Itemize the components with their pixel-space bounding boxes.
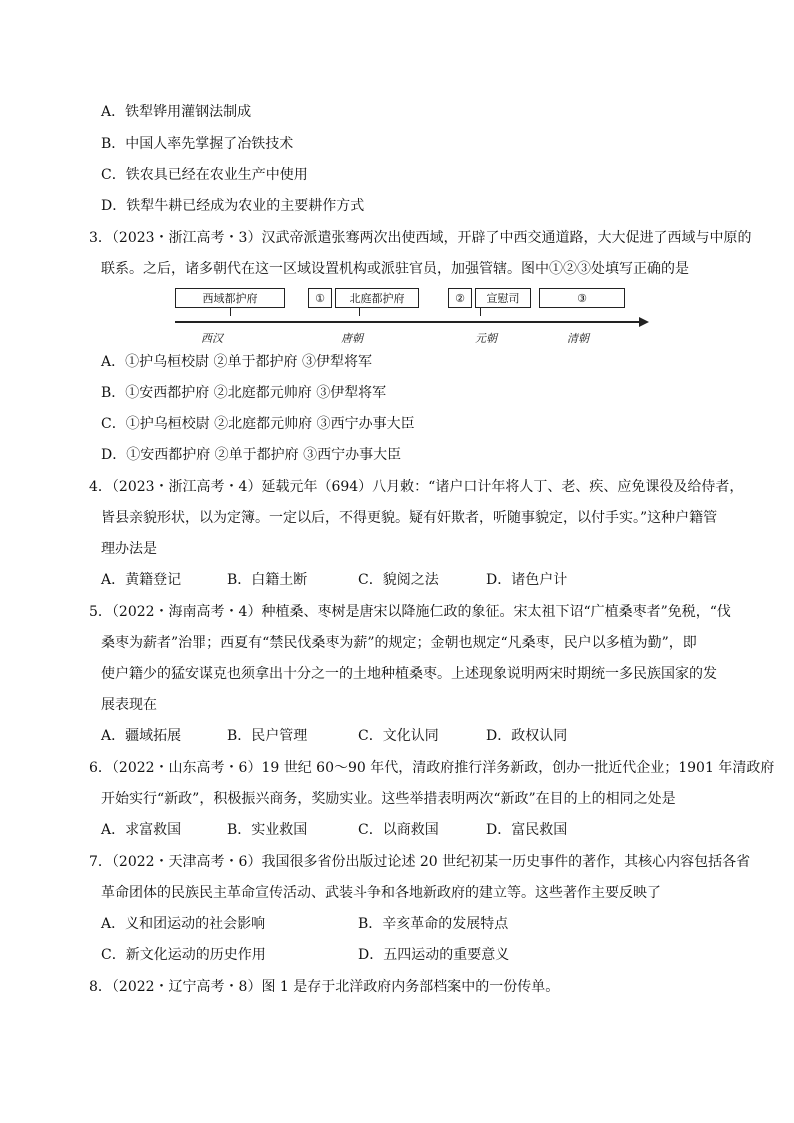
q7-option-a: A．义和团运动的社会影响	[101, 916, 266, 932]
q7-option-b: B．辛亥革命的发展特点	[358, 916, 509, 932]
q2-option-d: D．铁犁牛耕已经成为农业的主要耕作方式	[101, 198, 365, 214]
timeline-box-blank-3: ③	[539, 288, 625, 308]
q2-option-b: B．中国人率先掌握了冶铁技术	[101, 136, 294, 152]
timeline-box-beiting: 北庭都护府	[335, 288, 419, 308]
q7-stem-line1: 7．（2022・天津高考・6）我国很多省份出版过论述 20 世纪初某一历史事件的著作，其核心内容包括各省	[89, 854, 751, 870]
q6-option-a: A．求富救国	[101, 822, 182, 838]
timeline-label-qing: 清朝	[567, 332, 589, 345]
q5-stem-line1: 5．（2022・海南高考・4）种植桑、枣树是唐宋以降施仁政的象征。宋太祖下诏“广植桑枣者”免税，“伐	[89, 604, 731, 620]
q6-stem-line2: 开始实行“新政”，积极振兴商务，奖励实业。这些举措表明两次“新政”在目的上的相同之处是	[101, 791, 676, 807]
q7-stem-line2: 革命团体的民族民主革命宣传活动、武装斗争和各地新政府的建立等。这些著作主要反映了	[101, 885, 661, 901]
q5-option-a: A．疆域拓展	[101, 728, 182, 744]
q2-option-a: A．铁犁铧用灌钢法制成	[101, 104, 252, 120]
q3-stem-line2: 联系。之后，诸多朝代在这一区域设置机构或派驻官员，加强管辖。图中①②③处填写正确的是	[101, 261, 689, 277]
q5-option-c: C．文化认同	[358, 728, 439, 744]
q6-option-b: B．实业救国	[227, 822, 308, 838]
q8-stem-line1: 8．（2022・辽宁高考・8）图 1 是存于北洋政府内务部档案中的一份传单。	[89, 979, 560, 995]
q6-stem-line1: 6．（2022・山东高考・6）19 世纪 60～90 年代，清政府推行洋务新政，创办一批近代企业；1901 年清政府	[89, 760, 775, 776]
q7-option-c: C．新文化运动的历史作用	[101, 947, 266, 963]
q3-stem-line1: 3．（2023・浙江高考・3）汉武帝派遣张骞两次出使西域，开辟了中西交通道路，大大促进了西域与中原的	[89, 230, 752, 246]
q4-option-a: A．黄籍登记	[101, 572, 182, 588]
q4-stem-line3: 理办法是	[101, 541, 157, 557]
timeline-box-xiyu: 西域都护府	[175, 288, 285, 308]
q4-option-c: C．貌阅之法	[358, 572, 439, 588]
q5-option-d: D．政权认同	[486, 728, 568, 744]
timeline-box-xuanweisi: 宣慰司	[475, 288, 531, 308]
q6-option-c: C．以商救国	[358, 822, 439, 838]
q4-stem-line2: 皆县亲貌形状，以为定簿。一定以后，不得更貌。疑有奸欺者，听随事貌定，以付手实。”这种户籍管	[101, 510, 718, 526]
timeline-label-yuan: 元朝	[475, 332, 497, 345]
q3-option-a: A．①护乌桓校尉 ②单于都护府 ③伊犁将军	[101, 354, 373, 370]
q6-option-d: D．富民救国	[486, 822, 568, 838]
q4-stem-line1: 4．（2023・浙江高考・4）延载元年（694）八月敕：“诸户口计年将人丁、老、疾、应免课役及给侍者，	[89, 479, 744, 495]
timeline-tick	[480, 308, 481, 316]
q4-option-b: B．白籍土断	[227, 572, 308, 588]
q4-option-d: D．诸色户计	[486, 572, 568, 588]
q3-option-b: B．①安西都护府 ②北庭都元帅府 ③伊犁将军	[101, 385, 387, 401]
timeline-box-blank-1: ①	[308, 288, 332, 308]
timeline-tick	[230, 308, 231, 316]
dynasty-timeline-figure	[175, 280, 655, 350]
q5-stem-line4: 展表现在	[101, 697, 157, 713]
q2-option-c: C．铁农具已经在农业生产中使用	[101, 167, 308, 183]
q5-stem-line2: 桑枣为薪者”治罪；西夏有“禁民伐桑枣为薪”的规定；金朝也规定“凡桑枣，民户以多植为勤”，即	[101, 635, 697, 651]
timeline-tick	[359, 308, 360, 316]
timeline-label-xihan: 西汉	[201, 332, 223, 345]
timeline-box-blank-2: ②	[448, 288, 472, 308]
timeline-label-tang: 唐朝	[341, 332, 363, 345]
q3-option-c: C．①护乌桓校尉 ②北庭都元帅府 ③西宁办事大臣	[101, 416, 415, 432]
timeline-axis	[175, 321, 643, 323]
q5-option-b: B．民户管理	[227, 728, 308, 744]
q7-option-d: D．五四运动的重要意义	[358, 947, 510, 963]
timeline-arrow-icon	[639, 317, 649, 327]
q5-stem-line3: 使户籍少的猛安谋克也须拿出十分之一的土地种植桑枣。上述现象说明两宋时期统一多民族国家的发	[101, 666, 717, 682]
q3-option-d: D．①安西都护府 ②单于都护府 ③西宁办事大臣	[101, 447, 402, 463]
